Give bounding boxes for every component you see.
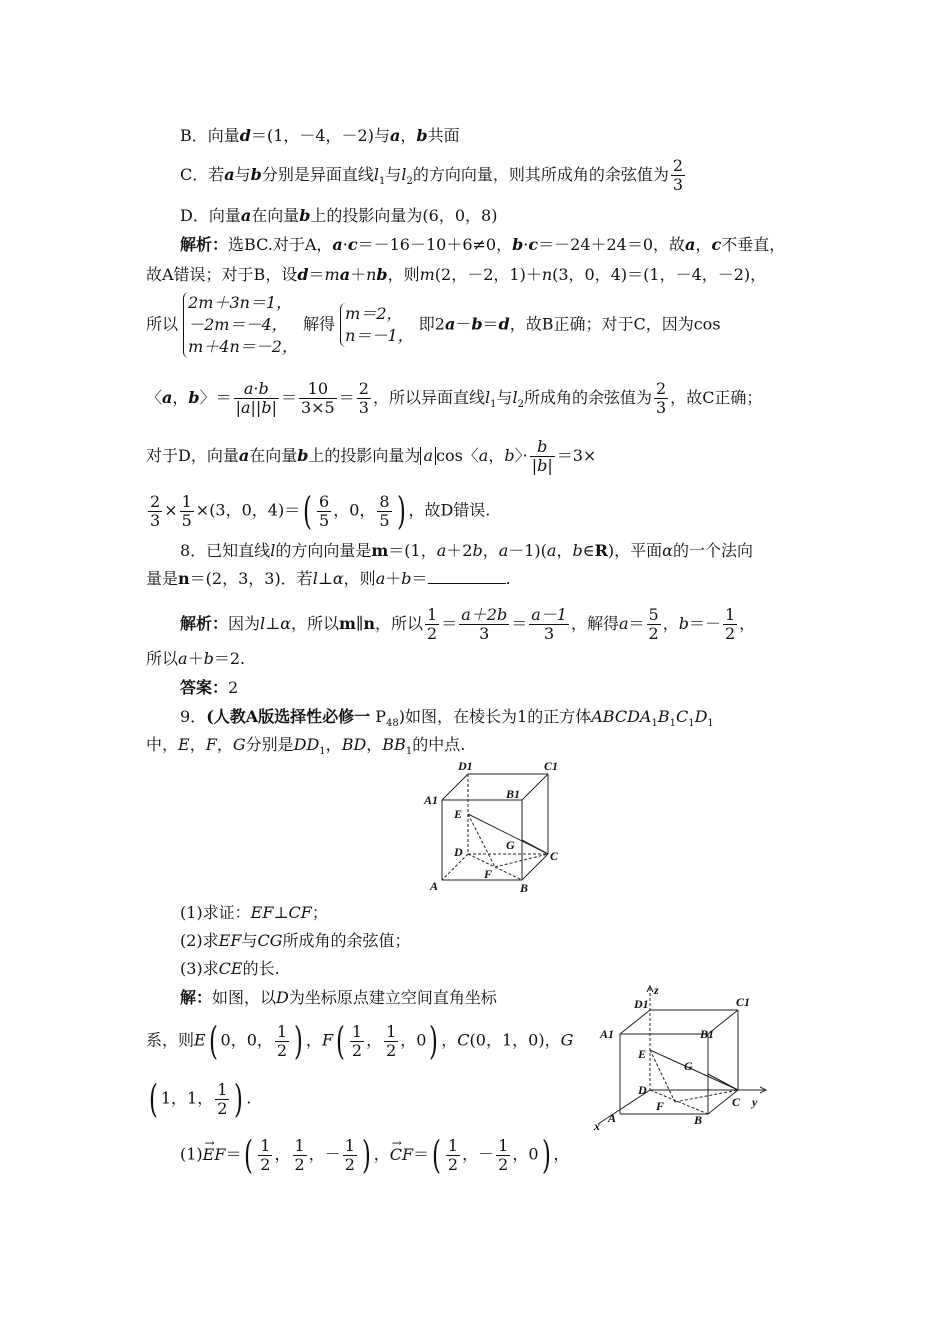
fraction: $\frac{2}{3}$ <box>672 156 684 194</box>
q7-solution-line1: 解析：选BC.对于A，a·c＝－16－10＋6≠0，b·c＝－24＋24＝0，故a，c不垂直， <box>180 235 786 254</box>
q8-line1: 8．已知直线l的方向向量是m＝(1，a＋2b，a－1)(a，b∈R)，平面α的一个法向 <box>180 541 753 560</box>
q9-part3: (3)求CE的长. <box>180 959 280 978</box>
fig2-label: B1 <box>700 1027 715 1041</box>
q7-d-final: $\frac{2}{3}$ × $\frac{1}{5}$ ×(3，0，4)＝( $\frac{6}{5}$ ，0， $\frac{8}{5}$ ) ，故D错误. <box>150 489 491 533</box>
q7-option-c: C．若a与b分别是异面直线$l_1$与$l_2$的方向向量，则其所成角的余弦值为 $\frac{2}{3}$ <box>180 156 684 194</box>
fig1-label: A1 <box>424 793 439 807</box>
fig1-label: G <box>506 838 515 852</box>
q9-solution-line1: 解：如图，以D为坐标原点建立空间直角坐标 <box>180 988 497 1007</box>
fig2-label: A <box>608 1111 617 1125</box>
fig1-label: B1 <box>506 787 521 801</box>
q7-option-d: D．向量a在向量b上的投影向量为(6，0，8) <box>180 206 498 225</box>
q9-line2: 中，E，F，G分别是$DD_1$，BD，$BB_1$的中点. <box>146 735 466 758</box>
fig2-label: z <box>654 983 659 997</box>
fig2-label: C1 <box>736 995 751 1009</box>
answer-blank <box>428 569 506 584</box>
q8-answer: 答案：2 <box>180 678 239 697</box>
q7-d-line: 对于D，向量a在向量b上的投影向量为 a cos〈a，b〉· $\frac{b}{|b|}$ ＝3× <box>146 437 597 475</box>
fig1-label: B <box>520 881 529 895</box>
fig1-label: C1 <box>544 759 559 773</box>
fig2-label: x <box>594 1119 600 1132</box>
q7-cos-line: 〈a，b〉＝ $\frac{a\cdot b}{|a||b|}$ ＝ $\frac{10}{3\times 5}$ ＝ $\frac{2}{3}$ ，所以异面直线$l_1$与$l_2$所成角的余弦值为 $\frac{2}{3}$ ，故C正确； <box>146 379 763 417</box>
q8-line2: 量是n＝(2，3，3)．若l⊥α，则a＋b＝ . <box>146 569 511 588</box>
fig2-label: y <box>752 1095 758 1109</box>
fig2-label: A1 <box>600 1027 615 1041</box>
q9-solution-line3: ( 1，1， $\frac{1}{2}$ ) . <box>148 1077 252 1121</box>
cube-figure <box>420 758 570 898</box>
equation-system-2: m＝2， n＝－1， <box>340 303 414 347</box>
q7-option-b: B．向量d＝(1，－4，－2)与a，b共面 <box>180 126 460 145</box>
q9-line1: 9．(人教A版选择性必修一 $P_{48}$)如图，在棱长为1的正方体$ABCDA_1B_1C_1D_1$ <box>180 707 714 730</box>
fig1-label: C <box>550 849 559 863</box>
equation-system-1: 2m＋3n＝1， －2m＝－4， m＋4n＝－2， <box>183 292 298 358</box>
fig1-label: A <box>430 879 439 893</box>
fig2-label: D <box>638 1083 647 1097</box>
fig1-label: D1 <box>458 759 473 773</box>
q7-solution-line2: 故A错误；对于B，设d＝ma＋nb，则m(2，－2，1)＋n(3，0，4)＝(1，－4，－2)， <box>146 265 767 284</box>
fig2-label: E <box>638 1047 647 1061</box>
q8-result: 所以a＋b＝2. <box>146 649 246 668</box>
fig1-label: F <box>484 867 493 881</box>
q9-part2: (2)求EF与CG所成角的余弦值； <box>180 931 411 950</box>
fig1-label: D <box>454 845 463 859</box>
q9-part1: (1)求证：EF⊥CF； <box>180 903 328 922</box>
fig2-label: C <box>732 1095 741 1109</box>
q9-vectors: (1)→ EF＝( $\frac{1}{2}$ ， $\frac{1}{2}$ ，－ $\frac{1}{2}$ ) ，→ CF＝( $\frac{1}{2}$ ，－ $\frac{1}{2}$ ，0) ， <box>180 1136 569 1174</box>
fig2-label: D1 <box>634 997 649 1011</box>
q9-solution-line2: 系，则E( 0，0， $\frac{1}{2}$ ) ，F( $\frac{1}{2}$ ， $\frac{1}{2}$ ，0) ，C(0，1，0)，G <box>146 1019 574 1063</box>
coordinate-cube-figure <box>590 982 780 1132</box>
fig2-label: G <box>684 1059 693 1073</box>
q7-solution-line3: 所以 2m＋3n＝1， －2m＝－4， m＋4n＝－2， 解得 m＝2， n＝－1， 即2a－b＝d，故B正确；对于C，因为cos <box>146 293 721 356</box>
fig2-label: B <box>694 1113 703 1127</box>
fig1-label: E <box>454 807 463 821</box>
fig2-label: F <box>656 1099 665 1113</box>
q8-solution: 解析：因为l⊥α，所以m∥n，所以 $\frac{1}{2}$ ＝ $\frac{a+2b}{3}$ ＝ $\frac{a-1}{3}$ ，解得a＝ $\frac{5}{2}$ ，b＝－ $\frac{1}{2}$ ， <box>180 605 756 643</box>
